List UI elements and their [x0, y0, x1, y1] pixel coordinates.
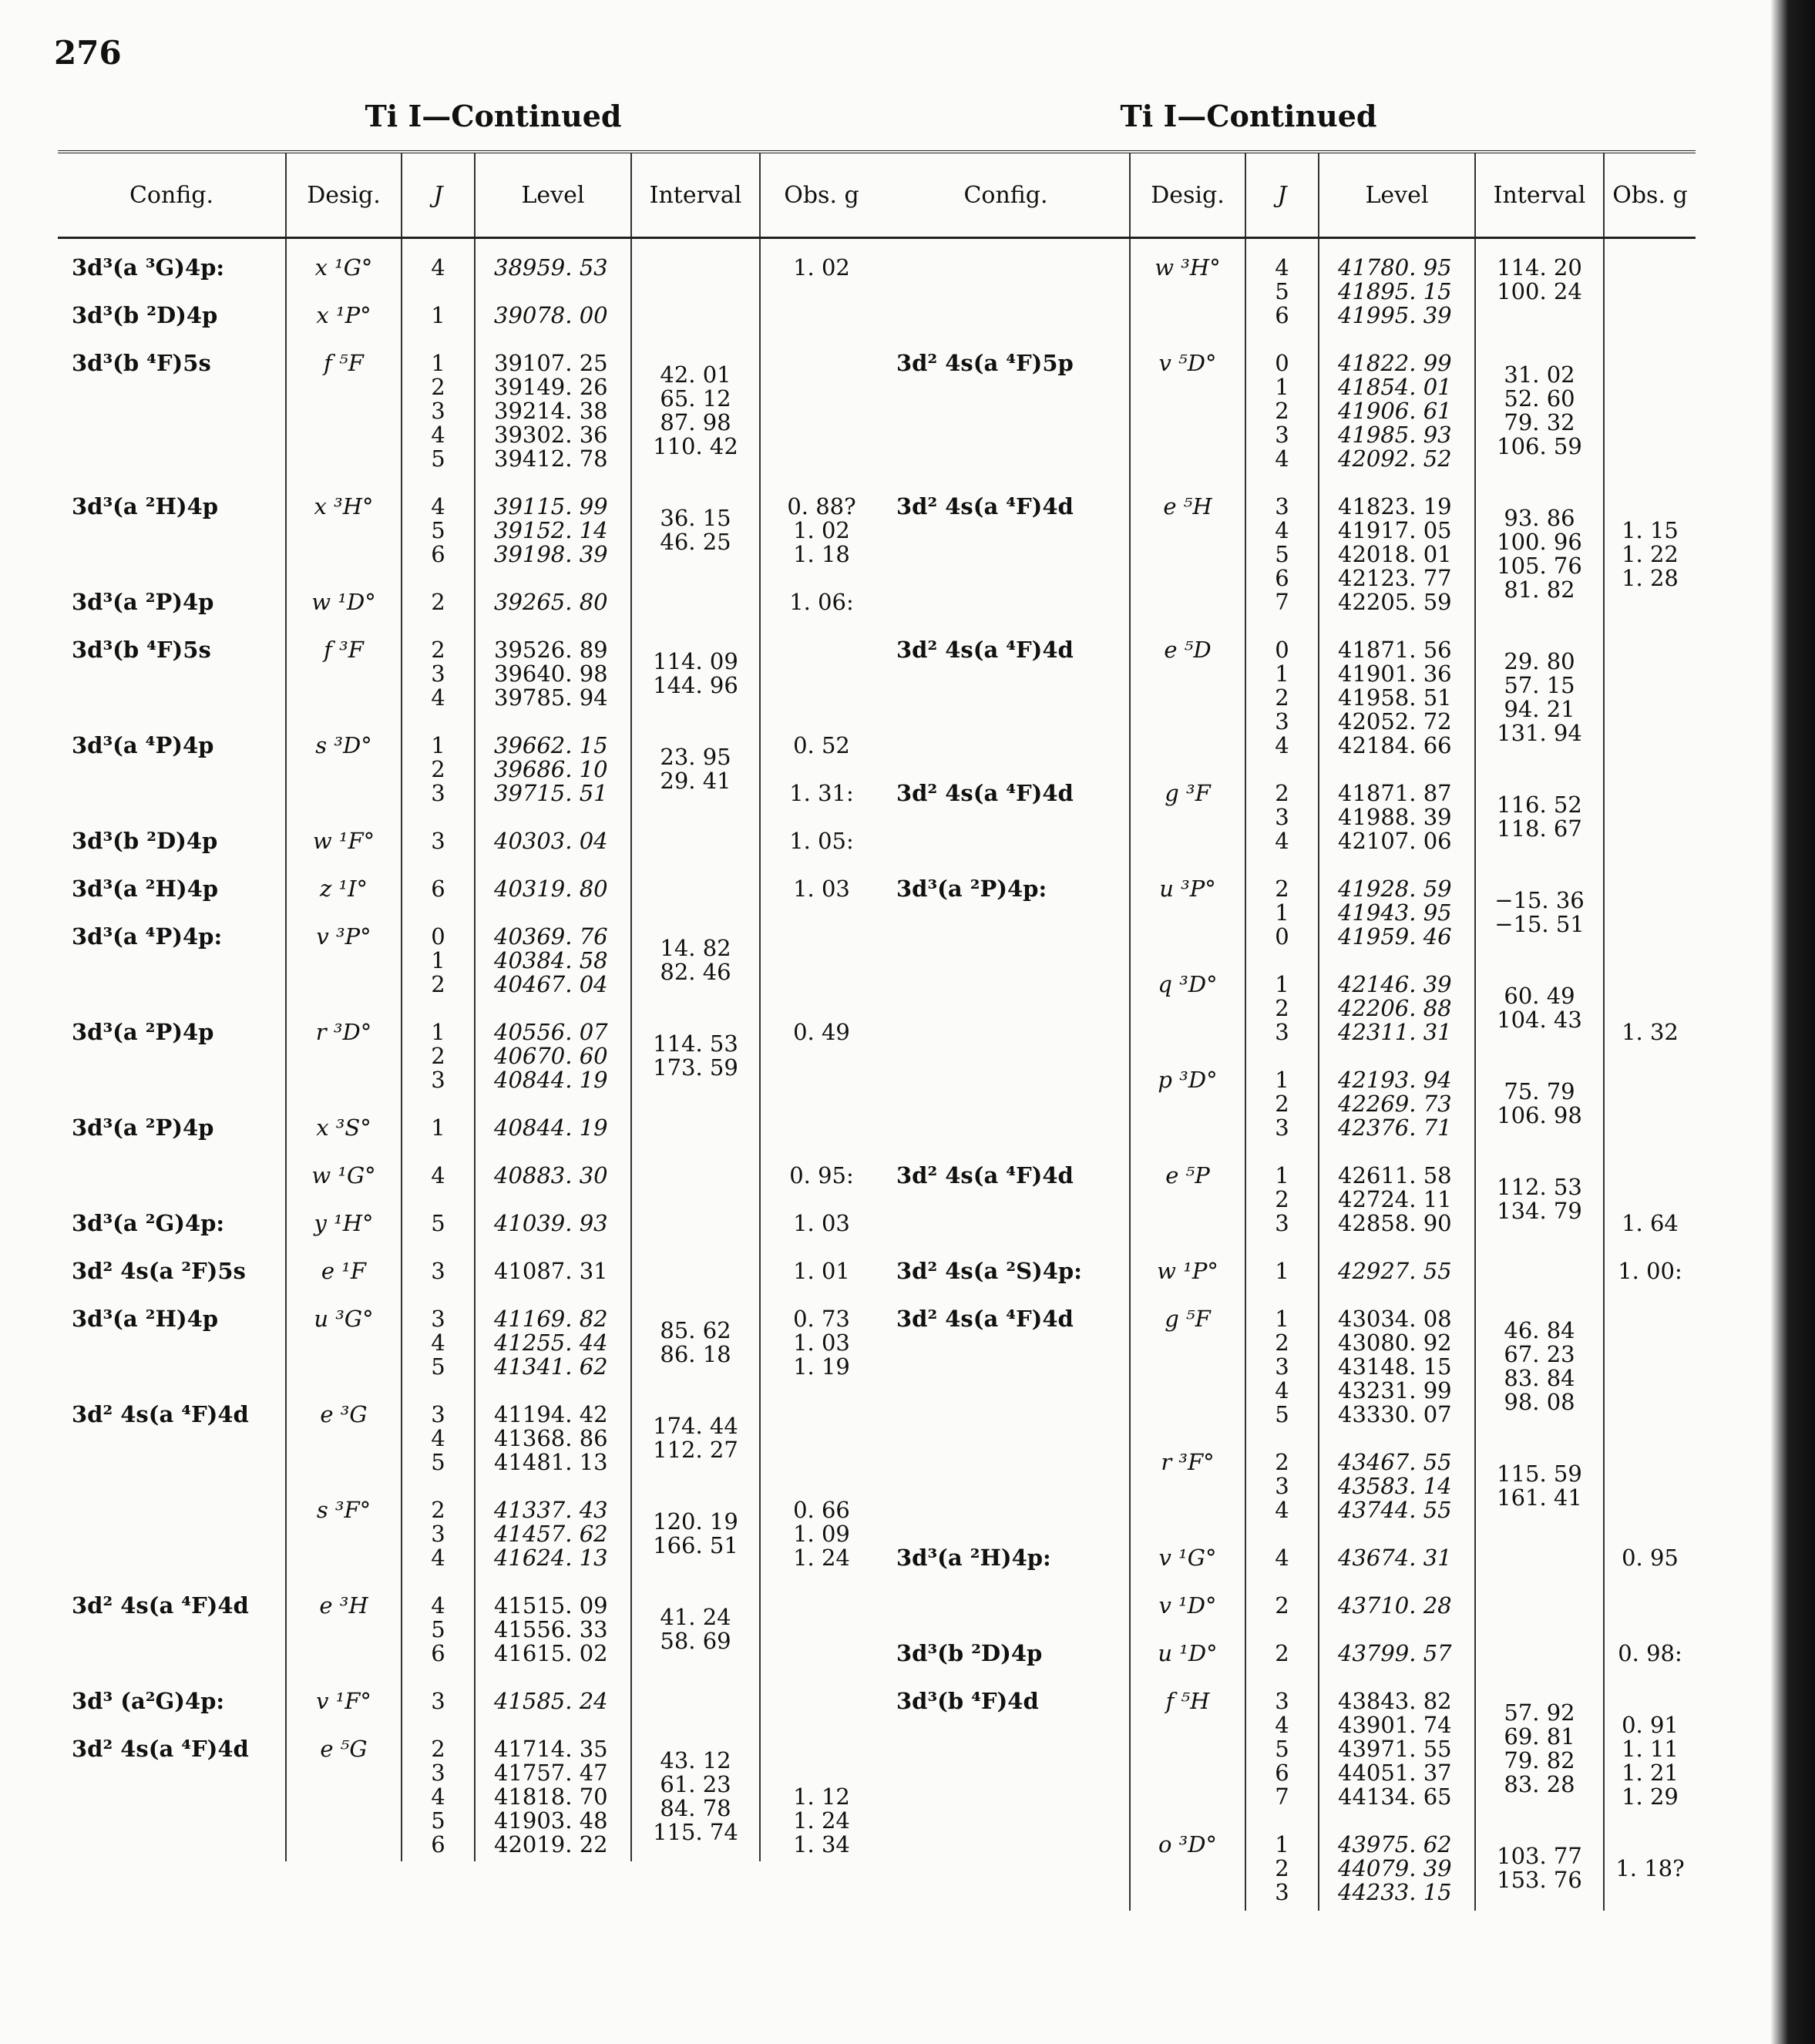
obs-g-cell: 1. 02: [760, 238, 882, 304]
config-cell: 3d³(a ²H)4p: [72, 876, 219, 902]
j-cell: 1 2 3: [1245, 1164, 1319, 1259]
config-cell: [882, 1451, 1130, 1546]
level-cell: 43975. 62 44079. 39 44233. 15: [1319, 1833, 1475, 1911]
table-row: [58, 1594, 882, 1689]
header-obs-g: Obs. g: [1604, 152, 1696, 238]
table-row: [58, 925, 882, 1020]
config-cell: 3d³(b ²D)4p: [72, 302, 218, 328]
obs-g-cell: 1. 01: [760, 1259, 882, 1307]
table-row: [58, 351, 882, 495]
page-number: 276: [54, 34, 122, 72]
config-cell: 3d³(a ²P)4p: [72, 1114, 214, 1141]
desig-cell: e ³H: [286, 1594, 402, 1689]
table-row: [58, 1116, 882, 1164]
obs-g-cell: 1. 64: [1604, 1164, 1696, 1259]
interval-cell: [631, 590, 760, 638]
desig-cell: w ¹G°: [286, 1164, 402, 1212]
j-cell: 2 3 4: [402, 638, 475, 734]
j-cell: 1: [1245, 1259, 1319, 1307]
j-cell: 4: [402, 238, 475, 304]
j-cell: 1 2 3: [1245, 1068, 1319, 1164]
level-cell: 42146. 39 42206. 88 42311. 31: [1319, 973, 1475, 1068]
obs-g-cell: [1604, 1068, 1696, 1164]
left-header-row: [58, 152, 882, 238]
level-cell: 39115. 99 39152. 14 39198. 39: [475, 495, 631, 590]
obs-g-cell: [760, 1403, 882, 1498]
desig-cell: g ³F: [1130, 782, 1245, 877]
j-cell: 0 1 2: [402, 925, 475, 1020]
obs-g-cell: [760, 1116, 882, 1164]
desig-cell: u ³P°: [1130, 877, 1245, 973]
obs-g-cell: [760, 925, 882, 1020]
table-row: [882, 1307, 1696, 1451]
level-cell: 41585. 24: [475, 1689, 631, 1737]
config-cell: 3d³(a ²H)4p: [72, 1306, 219, 1332]
desig-cell: v ¹G°: [1130, 1546, 1245, 1594]
j-cell: 1: [402, 304, 475, 351]
j-cell: 0 1 2 3 4: [1245, 638, 1319, 782]
j-cell: 2 1 0: [1245, 877, 1319, 973]
obs-g-cell: [1604, 238, 1696, 352]
obs-g-cell: 0. 98:: [1604, 1642, 1696, 1689]
config-cell: [882, 1068, 1130, 1164]
obs-g-cell: [1604, 351, 1696, 495]
desig-cell: x ¹G°: [286, 238, 402, 304]
desig-cell: u ¹D°: [1130, 1642, 1245, 1689]
header-desig: Desig.: [286, 152, 402, 238]
left-energy-level-table: [58, 150, 882, 1861]
desig-cell: v ³P°: [286, 925, 402, 1020]
desig-cell: r ³F°: [1130, 1451, 1245, 1546]
header-j: J: [402, 152, 475, 238]
obs-g-cell: 1. 12 1. 24 1. 34: [760, 1737, 882, 1861]
obs-g-cell: 1. 03: [760, 877, 882, 925]
desig-cell: p ³D°: [1130, 1068, 1245, 1164]
level-cell: 40883. 30: [475, 1164, 631, 1212]
obs-g-cell: [1604, 1307, 1696, 1451]
table-row: [882, 1833, 1696, 1911]
interval-cell: [631, 304, 760, 351]
table-row: [882, 351, 1696, 495]
interval-cell: 57. 92 69. 81 79. 82 83. 28: [1475, 1689, 1604, 1833]
table-row: [58, 304, 882, 351]
obs-g-cell: 0. 49: [760, 1020, 882, 1116]
config-cell: [882, 1833, 1130, 1911]
interval-cell: 120. 19 166. 51: [631, 1498, 760, 1594]
table-row: [58, 1689, 882, 1737]
obs-g-cell: [760, 304, 882, 351]
table-row: [882, 1546, 1696, 1594]
header-level: Level: [1319, 152, 1475, 238]
config-cell: 3d² 4s(a ⁴F)4d: [896, 780, 1074, 806]
level-cell: 41871. 56 41901. 36 41958. 51 42052. 72 42184. 66: [1319, 638, 1475, 782]
table-row: [882, 1451, 1696, 1546]
interval-cell: [631, 1164, 760, 1212]
obs-g-cell: 0. 95:: [760, 1164, 882, 1212]
obs-g-cell: [760, 1594, 882, 1689]
desig-cell: w ³H°: [1130, 238, 1245, 352]
config-cell: 3d³(a ²P)4p: [72, 589, 214, 615]
desig-cell: r ³D°: [286, 1020, 402, 1116]
interval-cell: [631, 829, 760, 877]
table-row: [58, 1403, 882, 1498]
level-cell: 43843. 82 43901. 74 43971. 55 44051. 37 44134. 65: [1319, 1689, 1475, 1833]
config-cell: 3d² 4s(a ⁴F)4d: [72, 1401, 249, 1427]
level-cell: 41194. 42 41368. 86 41481. 13: [475, 1403, 631, 1498]
interval-cell: 114. 53 173. 59: [631, 1020, 760, 1116]
obs-g-cell: [760, 351, 882, 495]
obs-g-cell: 1. 15 1. 22 1. 28: [1604, 495, 1696, 638]
desig-cell: f ³F: [286, 638, 402, 734]
j-cell: 3 4 5: [402, 1307, 475, 1403]
config-cell: 3d² 4s(a ²F)5s: [72, 1258, 246, 1284]
header-obs-g: Obs. g: [760, 152, 882, 238]
level-cell: 41928. 59 41943. 95 41959. 46: [1319, 877, 1475, 973]
obs-g-cell: 1. 32: [1604, 973, 1696, 1068]
obs-g-cell: [1604, 877, 1696, 973]
j-cell: 4 5 6: [402, 495, 475, 590]
desig-cell: e ⁵D: [1130, 638, 1245, 782]
interval-cell: [631, 1689, 760, 1737]
table-row: [882, 1594, 1696, 1642]
j-cell: 1 2 3: [402, 1020, 475, 1116]
desig-cell: f ⁵H: [1130, 1689, 1245, 1833]
table-row: [882, 638, 1696, 782]
interval-cell: [1475, 1546, 1604, 1594]
interval-cell: [631, 238, 760, 304]
j-cell: 1 2 3 4 5: [1245, 1307, 1319, 1451]
level-cell: 42193. 94 42269. 73 42376. 71: [1319, 1068, 1475, 1164]
level-cell: 40369. 76 40384. 58 40467. 04: [475, 925, 631, 1020]
level-cell: 41337. 43 41457. 62 41624. 13: [475, 1498, 631, 1594]
desig-cell: w ¹D°: [286, 590, 402, 638]
desig-cell: v ¹D°: [1130, 1594, 1245, 1642]
config-cell: 3d³(a ⁴P)4p:: [72, 923, 223, 950]
config-cell: [882, 238, 1130, 352]
desig-cell: x ³H°: [286, 495, 402, 590]
desig-cell: f ⁵F: [286, 351, 402, 495]
config-cell: 3d³(a ³G)4p:: [72, 254, 225, 281]
config-cell: 3d³(b ⁴F)4d: [896, 1688, 1039, 1714]
level-cell: 39265. 80: [475, 590, 631, 638]
config-cell: [882, 973, 1130, 1068]
level-cell: 41169. 82 41255. 44 41341. 62: [475, 1307, 631, 1403]
table-row: [58, 1498, 882, 1594]
desig-cell: o ³D°: [1130, 1833, 1245, 1911]
obs-g-cell: 0. 52 1. 31:: [760, 734, 882, 829]
j-cell: 4 5 6: [1245, 238, 1319, 352]
interval-cell: 41. 24 58. 69: [631, 1594, 760, 1689]
config-cell: 3d² 4s(a ⁴F)5p: [896, 350, 1074, 376]
interval-cell: 14. 82 82. 46: [631, 925, 760, 1020]
level-cell: 43710. 28: [1319, 1594, 1475, 1642]
config-cell: 3d³(a ²H)4p: [72, 493, 219, 519]
left-table-title: Ti I—Continued: [365, 99, 622, 133]
interval-cell: 42. 01 65. 12 87. 98 110. 42: [631, 351, 760, 495]
level-cell: 43467. 55 43583. 14 43744. 55: [1319, 1451, 1475, 1546]
level-cell: 39526. 89 39640. 98 39785. 94: [475, 638, 631, 734]
j-cell: 1 2 3: [402, 734, 475, 829]
j-cell: 3: [402, 829, 475, 877]
header-desig: Desig.: [1130, 152, 1245, 238]
desig-cell: g ⁵F: [1130, 1307, 1245, 1451]
interval-cell: 31. 02 52. 60 79. 32 106. 59: [1475, 351, 1604, 495]
level-cell: 40303. 04: [475, 829, 631, 877]
config-cell: 3d² 4s(a ⁴F)4d: [896, 637, 1074, 663]
table-row: [58, 829, 882, 877]
table-row: [58, 1164, 882, 1212]
level-cell: 41823. 19 41917. 05 42018. 01 42123. 77 42205. 59: [1319, 495, 1475, 638]
desig-cell: w ¹P°: [1130, 1259, 1245, 1307]
interval-cell: 116. 52 118. 67: [1475, 782, 1604, 877]
table-row: [882, 495, 1696, 638]
interval-cell: 93. 86 100. 96 105. 76 81. 82: [1475, 495, 1604, 638]
interval-cell: 29. 80 57. 15 94. 21 131. 94: [1475, 638, 1604, 782]
desig-cell: s ³F°: [286, 1498, 402, 1594]
desig-cell: e ⁵G: [286, 1737, 402, 1861]
table-row: [882, 238, 1696, 352]
interval-cell: 114. 09 144. 96: [631, 638, 760, 734]
j-cell: 4: [1245, 1546, 1319, 1594]
level-cell: 41515. 09 41556. 33 41615. 02: [475, 1594, 631, 1689]
obs-g-cell: [1604, 1451, 1696, 1546]
table-row: [882, 1068, 1696, 1164]
interval-cell: 46. 84 67. 23 83. 84 98. 08: [1475, 1307, 1604, 1451]
desig-cell: z ¹I°: [286, 877, 402, 925]
interval-cell: 75. 79 106. 98: [1475, 1068, 1604, 1164]
config-cell: 3d³(a ²P)4p:: [896, 876, 1047, 902]
header-interval: Interval: [631, 152, 760, 238]
level-cell: 39662. 15 39686. 10 39715. 51: [475, 734, 631, 829]
j-cell: 2 3 4: [1245, 782, 1319, 877]
obs-g-cell: 0. 66 1. 09 1. 24: [760, 1498, 882, 1594]
table-row: [882, 782, 1696, 877]
config-cell: 3d³(a ²G)4p:: [72, 1210, 225, 1236]
right-header-row: [882, 152, 1696, 238]
j-cell: 4 5 6: [402, 1594, 475, 1689]
level-cell: 40844. 19: [475, 1116, 631, 1164]
obs-g-cell: 1. 06:: [760, 590, 882, 638]
interval-cell: 23. 95 29. 41: [631, 734, 760, 829]
scanned-page-edge: [1770, 0, 1815, 2044]
table-row: [882, 1164, 1696, 1259]
config-cell: 3d³(a ²H)4p:: [896, 1545, 1051, 1571]
j-cell: 2 3 4: [402, 1498, 475, 1594]
desig-cell: u ³G°: [286, 1307, 402, 1403]
obs-g-cell: 1. 00:: [1604, 1259, 1696, 1307]
j-cell: 6: [402, 877, 475, 925]
table-row: [58, 1737, 882, 1861]
j-cell: 2 3 4 5 6: [402, 1737, 475, 1861]
table-row: [882, 1642, 1696, 1689]
table-row: [58, 590, 882, 638]
interval-cell: 115. 59 161. 41: [1475, 1451, 1604, 1546]
obs-g-cell: 1. 05:: [760, 829, 882, 877]
interval-cell: [1475, 1259, 1604, 1307]
config-cell: [882, 1594, 1130, 1642]
level-cell: 38959. 53: [475, 238, 631, 304]
config-cell: 3d³(b ⁴F)5s: [72, 637, 211, 663]
level-cell: 42927. 55: [1319, 1259, 1475, 1307]
obs-g-cell: [760, 638, 882, 734]
obs-g-cell: [760, 1689, 882, 1737]
level-cell: 40556. 07 40670. 60 40844. 19: [475, 1020, 631, 1116]
j-cell: 2: [1245, 1594, 1319, 1642]
config-cell: 3d² 4s(a ⁴F)4d: [896, 1306, 1074, 1332]
level-cell: 43034. 08 43080. 92 43148. 15 43231. 99 43330. 07: [1319, 1307, 1475, 1451]
desig-cell: e ³G: [286, 1403, 402, 1498]
table-row: [58, 1212, 882, 1259]
j-cell: 3 4 5 6 7: [1245, 495, 1319, 638]
j-cell: 2: [402, 590, 475, 638]
desig-cell: y ¹H°: [286, 1212, 402, 1259]
table-row: [58, 877, 882, 925]
config-cell: 3d³(a ⁴P)4p: [72, 732, 214, 758]
interval-cell: [631, 1212, 760, 1259]
header-config: Config.: [58, 152, 286, 238]
header-j: J: [1245, 152, 1319, 238]
header-level: Level: [475, 152, 631, 238]
right-table-body: [882, 238, 1696, 1911]
level-cell: 41871. 87 41988. 39 42107. 06: [1319, 782, 1475, 877]
desig-cell: e ¹F: [286, 1259, 402, 1307]
obs-g-cell: 1. 03: [760, 1212, 882, 1259]
obs-g-cell: [1604, 782, 1696, 877]
level-cell: 42611. 58 42724. 11 42858. 90: [1319, 1164, 1475, 1259]
interval-cell: [1475, 1642, 1604, 1689]
interval-cell: 85. 62 86. 18: [631, 1307, 760, 1403]
obs-g-cell: [1604, 1594, 1696, 1642]
config-cell: 3d² 4s(a ²S)4p:: [896, 1258, 1082, 1284]
level-cell: 41714. 35 41757. 47 41818. 70 41903. 48 42019. 22: [475, 1737, 631, 1861]
table-row: [58, 638, 882, 734]
config-cell: 3d² 4s(a ⁴F)4d: [896, 493, 1074, 519]
right-energy-level-table: [882, 150, 1696, 1911]
config-cell: [58, 1164, 286, 1212]
j-cell: 3: [402, 1689, 475, 1737]
interval-cell: [631, 1116, 760, 1164]
table-row: [58, 1259, 882, 1307]
interval-cell: [1475, 1594, 1604, 1642]
config-cell: 3d² 4s(a ⁴F)4d: [72, 1736, 249, 1762]
desig-cell: w ¹F°: [286, 829, 402, 877]
obs-g-cell: 0. 91 1. 11 1. 21 1. 29: [1604, 1689, 1696, 1833]
config-cell: 3d³(b ²D)4p: [896, 1640, 1043, 1666]
interval-cell: [631, 877, 760, 925]
level-cell: 41822. 99 41854. 01 41906. 61 41985. 93 42092. 52: [1319, 351, 1475, 495]
interval-cell: 174. 44 112. 27: [631, 1403, 760, 1498]
level-cell: 43799. 57: [1319, 1642, 1475, 1689]
interval-cell: 112. 53 134. 79: [1475, 1164, 1604, 1259]
j-cell: 0 1 2 3 4: [1245, 351, 1319, 495]
level-cell: 41087. 31: [475, 1259, 631, 1307]
table-row: [882, 1689, 1696, 1833]
j-cell: 1 2 3 4 5: [402, 351, 475, 495]
j-cell: 5: [402, 1212, 475, 1259]
j-cell: 1 2 3: [1245, 1833, 1319, 1911]
obs-g-cell: 0. 88? 1. 02 1. 18: [760, 495, 882, 590]
interval-cell: 36. 15 46. 25: [631, 495, 760, 590]
interval-cell: 43. 12 61. 23 84. 78 115. 74: [631, 1737, 760, 1861]
obs-g-cell: 1. 18?: [1604, 1833, 1696, 1911]
obs-g-cell: 0. 73 1. 03 1. 19: [760, 1307, 882, 1403]
left-table-body: [58, 238, 882, 1862]
table-row: [882, 973, 1696, 1068]
table-row: [58, 238, 882, 304]
j-cell: 3: [402, 1259, 475, 1307]
config-cell: 3d² 4s(a ⁴F)4d: [896, 1162, 1074, 1188]
level-cell: 41780. 95 41895. 15 41995. 39: [1319, 238, 1475, 352]
level-cell: 40319. 80: [475, 877, 631, 925]
interval-cell: 60. 49 104. 43: [1475, 973, 1604, 1068]
header-config: Config.: [882, 152, 1130, 238]
desig-cell: v ¹F°: [286, 1689, 402, 1737]
j-cell: 1 2 3: [1245, 973, 1319, 1068]
level-cell: 39078. 00: [475, 304, 631, 351]
desig-cell: e ⁵P: [1130, 1164, 1245, 1259]
interval-cell: [631, 1259, 760, 1307]
desig-cell: q ³D°: [1130, 973, 1245, 1068]
desig-cell: x ¹P°: [286, 304, 402, 351]
table-row: [58, 1307, 882, 1403]
config-cell: 3d² 4s(a ⁴F)4d: [72, 1592, 249, 1619]
table-row: [58, 1020, 882, 1116]
desig-cell: x ³S°: [286, 1116, 402, 1164]
config-cell: 3d³(a ²P)4p: [72, 1019, 214, 1045]
level-cell: 41039. 93: [475, 1212, 631, 1259]
desig-cell: v ⁵D°: [1130, 351, 1245, 495]
j-cell: 3 4 5: [402, 1403, 475, 1498]
table-row: [58, 495, 882, 590]
config-cell: 3d³(b ²D)4p: [72, 828, 218, 854]
obs-g-cell: [1604, 638, 1696, 782]
j-cell: 2 3 4: [1245, 1451, 1319, 1546]
desig-cell: s ³D°: [286, 734, 402, 829]
config-cell: 3d³ (a²G)4p:: [72, 1688, 225, 1714]
interval-cell: 103. 77 153. 76: [1475, 1833, 1604, 1911]
level-cell: 43674. 31: [1319, 1546, 1475, 1594]
table-row: [58, 734, 882, 829]
header-interval: Interval: [1475, 152, 1604, 238]
config-cell: 3d³(b ⁴F)5s: [72, 350, 211, 376]
right-table-title: Ti I—Continued: [1120, 99, 1377, 133]
j-cell: 1: [402, 1116, 475, 1164]
interval-cell: −15. 36 −15. 51: [1475, 877, 1604, 973]
desig-cell: e ⁵H: [1130, 495, 1245, 638]
config-cell: [58, 1498, 286, 1594]
table-row: [882, 877, 1696, 973]
level-cell: 39107. 25 39149. 26 39214. 38 39302. 36 39412. 78: [475, 351, 631, 495]
obs-g-cell: 0. 95: [1604, 1546, 1696, 1594]
j-cell: 2: [1245, 1642, 1319, 1689]
table-row: [882, 1259, 1696, 1307]
j-cell: 4: [402, 1164, 475, 1212]
j-cell: 3 4 5 6 7: [1245, 1689, 1319, 1833]
interval-cell: 114. 20 100. 24: [1475, 238, 1604, 352]
